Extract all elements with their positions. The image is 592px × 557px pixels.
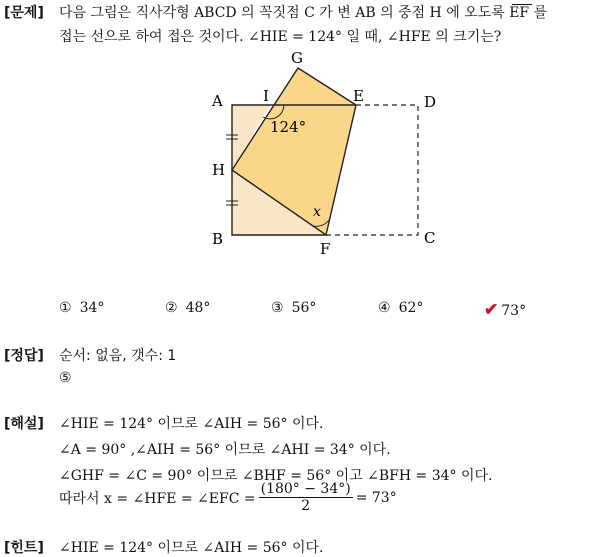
choice-1-text: 34° [79, 300, 105, 316]
fraction-numerator: (180° − 34°) [260, 481, 351, 497]
choice-3-mark: ③ [271, 300, 284, 316]
label-b: B [212, 230, 224, 248]
label-g: G [291, 49, 303, 67]
question-text-line1: 다음 그림은 직사각형 ABCD 의 꼭짓점 C 가 변 AB 의 중점 H 에 오도록 EF 를 [59, 5, 548, 21]
question-text-line2: 접는 선으로 하여 접은 것이다. ∠HIE = 124° 일 때, ∠HFE 의 크기는? [59, 29, 502, 45]
fraction [259, 481, 353, 514]
label-a: A [212, 92, 223, 110]
solution-line3: ∠GHF = ∠C = 90° 이므로 ∠BHF = 56° 이고 ∠BFH = 34° 이다. [59, 468, 493, 484]
label-c: C [424, 229, 436, 247]
answer-tag: [정답] [4, 348, 44, 364]
choice-1[interactable] [59, 300, 104, 316]
folded-rectangle-figure [0, 40, 592, 310]
angle-label-x: x [313, 204, 321, 220]
answer-line1: 순서: 없음, 갯수: 1 [59, 348, 177, 364]
label-d: D [424, 93, 437, 111]
choice-4-mark: ④ [378, 300, 391, 316]
label-e: E [353, 87, 364, 105]
solution-tag: [해설] [4, 416, 44, 432]
angle-label-124: 124° [270, 118, 307, 136]
solution-line4-suffix: = 73° [355, 489, 397, 506]
choice-2[interactable] [165, 300, 210, 316]
label-i: I [263, 87, 269, 105]
ef-overline [512, 4, 532, 5]
answer-line2: ⑤ [59, 370, 72, 386]
choice-4-text: 62° [398, 300, 424, 316]
choice-5-text: 73° [501, 303, 527, 319]
solution-line4-prefix: 따라서 x = ∠HFE = ∠EFC = [59, 490, 256, 507]
hint-tag: [힌트] [4, 540, 44, 556]
choice-5[interactable] [484, 300, 526, 320]
hint-line1: ∠HIE = 124° 이므로 ∠AIH = 56° 이다. [59, 540, 324, 556]
fraction-denominator: 2 [301, 498, 311, 514]
choice-4[interactable] [378, 300, 423, 316]
solution-line1: ∠HIE = 124° 이므로 ∠AIH = 56° 이다. [59, 416, 324, 432]
choice-1-mark: ① [59, 300, 72, 316]
choice-3[interactable] [271, 300, 316, 316]
checkmark-icon: ✔ [484, 300, 499, 320]
choice-2-mark: ② [165, 300, 178, 316]
question-tag: [문제] [4, 5, 44, 21]
choice-3-text: 56° [291, 300, 317, 316]
label-h: H [212, 161, 226, 179]
choice-2-text: 48° [185, 300, 211, 316]
solution-line2: ∠A = 90° ,∠AIH = 56° 이므로 ∠AHI = 34° 이다. [59, 442, 391, 458]
solution-line4 [59, 481, 397, 514]
label-f: F [320, 240, 331, 258]
